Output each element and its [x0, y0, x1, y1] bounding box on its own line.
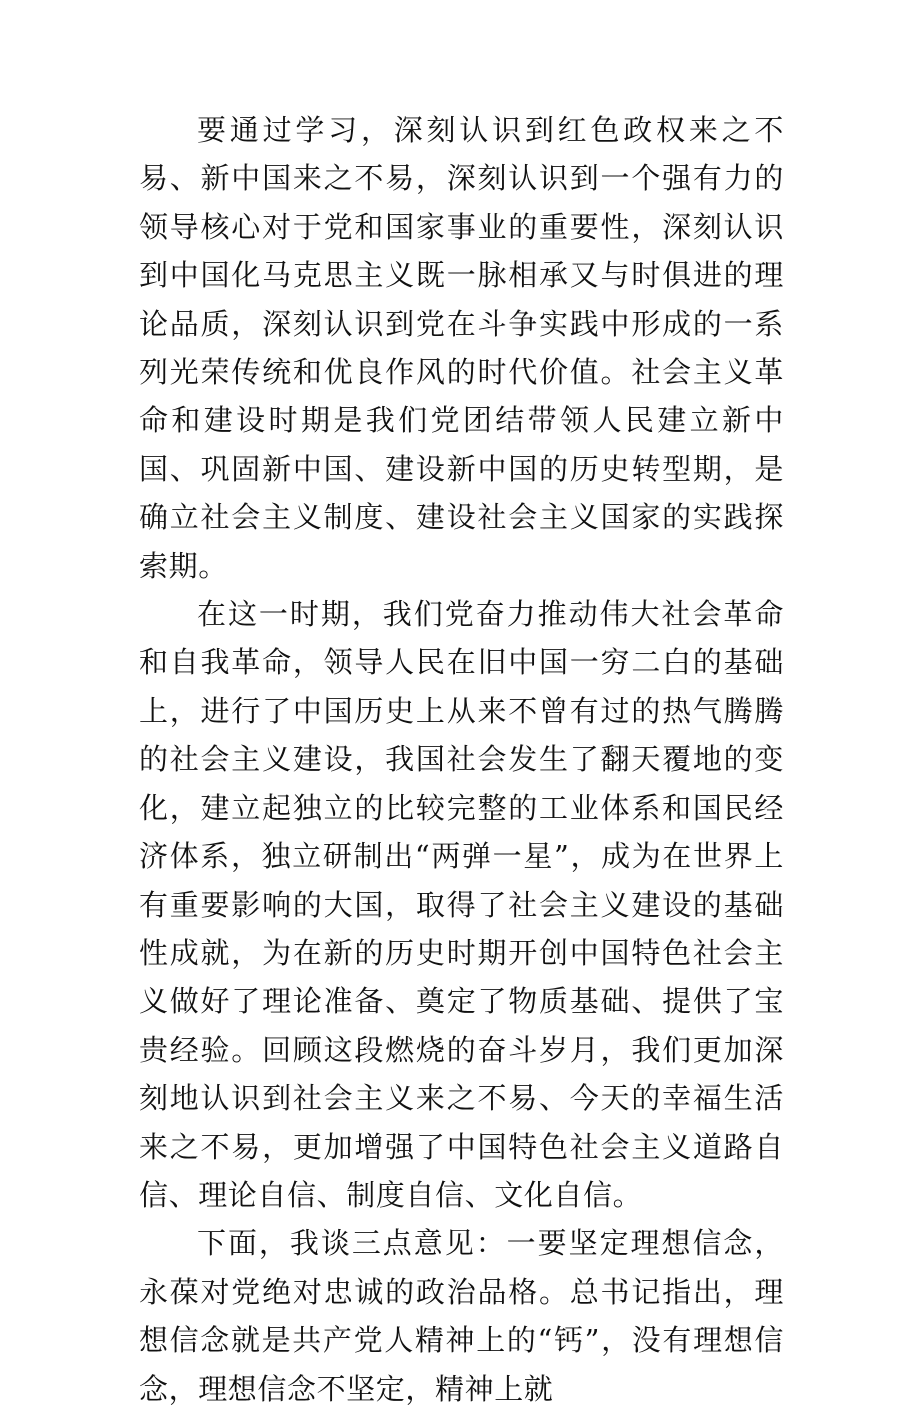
body-text [139, 106, 784, 1413]
paragraph-2: 在这一时期，我们党奋力推动伟大社会革命和自我革命，领导人民在旧中国一穷二白的基础上，进行了中国历史上从来不曾有过的热气腾腾的社会主义建设，我国社会发生了翻天覆地的变化，建立起独立的比较完整的工业体系和国民经济体系，独立研制出“两弹一星”，成为在世界上有重要影响的大国，取得了社会主义建设的基础性成就，为在新的历史时期开创中国特色社会主义做好了理论准备、奠定了物质基础、提供了宝贵经验。回顾这段燃烧的奋斗岁月，我们更加深刻地认识到社会主义来之不易、今天的幸福生活来之不易，更加增强了中国特色社会主义道路自信、理论自信、制度自信、文化自信。 [139, 597, 784, 1212]
paragraph-3: 下面，我谈三点意见：一要坚定理想信念，永葆对党绝对忠诚的政治品格。总书记指出，理想信念就是共产党人精神上的“钙”，没有理想信念，理想信念不坚定，精神上就 [139, 1226, 784, 1406]
paragraph-1: 要通过学习，深刻认识到红色政权来之不易、新中国来之不易，深刻认识到一个强有力的领导核心对于党和国家事业的重要性，深刻认识到中国化马克思主义既一脉相承又与时俱进的理论品质，深刻认识到党在斗争实践中形成的一系列光荣传统和优良作风的时代价值。社会主义革命和建设时期是我们党团结带领人民建立新中国、巩固新中国、建设新中国的历史转型期，是确立社会主义制度、建设社会主义国家的实践探索期。 [139, 113, 784, 583]
